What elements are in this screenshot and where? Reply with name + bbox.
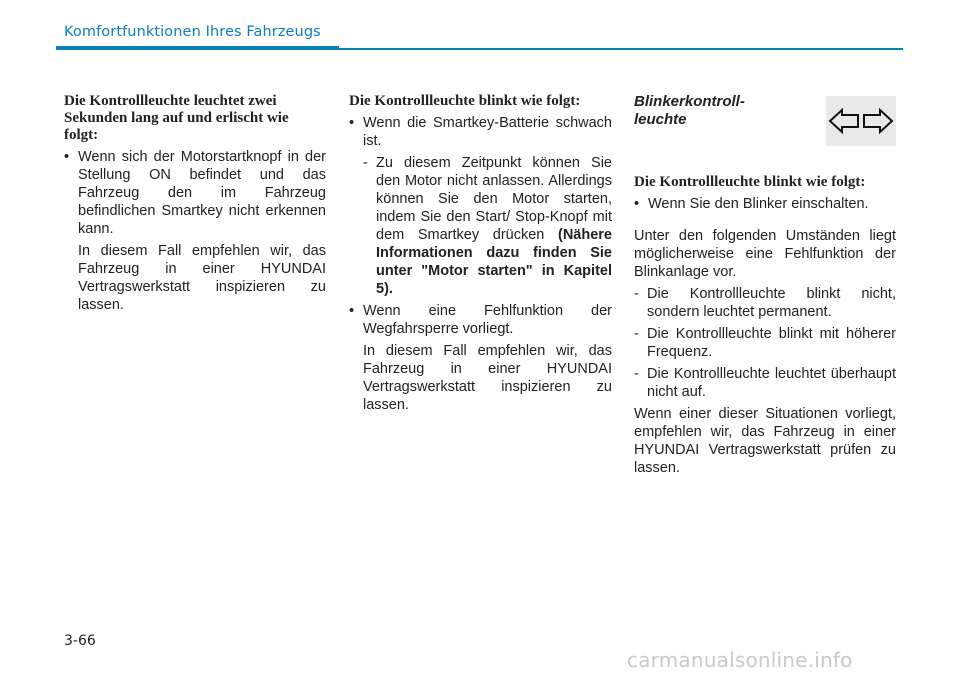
dash-mark: - <box>634 326 639 342</box>
header-rule <box>339 48 903 50</box>
col2-sub-text: Zu diesem Zeitpunkt können Sie den Motor nicht anlassen. Allerdings können Sie den Motor starten, indem Sie den Start/ Stop-Knopf mit dem Smartkey drücken <box>376 155 612 243</box>
col3-dash-item <box>634 285 896 321</box>
col1-bullet-item <box>64 148 326 238</box>
column-1 <box>64 93 326 318</box>
col3-title-line2: leuchte <box>634 111 687 128</box>
bullet-mark: • <box>349 303 355 319</box>
col2-sub-item <box>349 154 612 298</box>
dash-mark: - <box>634 286 639 302</box>
col3-heading: Die Kontrollleuchte blinkt wie folgt: <box>634 174 866 190</box>
col2-bullet-item-1 <box>349 114 612 150</box>
turn-signal-icon-box <box>826 96 896 146</box>
col3-title <box>634 93 784 129</box>
column-2 <box>349 93 612 418</box>
col3-dash-text: Die Kontrollleuchte blinkt nicht, sondern leuchtet permanent. <box>647 286 896 320</box>
col2-heading: Die Kontrollleuchte blinkt wie folgt: <box>349 93 581 109</box>
col1-bullet-text: Wenn sich der Motorstartknopf in der Stellung ON befindet und das Fahrzeug den im Fahrzeug befindlichen Smartkey nicht erkennen kann. <box>78 149 326 237</box>
section-title: Komfortfunktionen Ihres Fahrzeugs <box>64 24 321 40</box>
col3-bullet-item <box>634 195 896 213</box>
bullet-mark: • <box>634 196 640 212</box>
col3-dash-text: Die Kontrollleuchte blinkt mit höherer Frequenz. <box>647 326 896 360</box>
col1-followup: In diesem Fall empfehlen wir, das Fahrzeug in einer HYUNDAI Vertragswerkstatt inspizieren zu lassen. <box>78 243 326 313</box>
turn-signal-arrows-icon <box>826 96 896 146</box>
header-rule-accent <box>56 46 339 50</box>
col3-dash-text: Die Kontrollleuchte leuchtet überhaupt nicht auf. <box>647 366 896 400</box>
col2-sub-bold: (Nähere Informationen dazu finden Sie unter "Motor starten" in Kapitel 5). <box>376 227 612 297</box>
col2-bullet1-text: Wenn die Smartkey-Batterie schwach ist. <box>363 115 612 149</box>
bullet-mark: • <box>349 115 355 131</box>
col3-bullet-text: Wenn Sie den Blinker einschalten. <box>648 196 869 212</box>
col2-bullet-item-2 <box>349 302 612 338</box>
col1-heading: Die Kontrollleuchte leuchtet zwei Sekunden lang auf und erlischt wie folgt: <box>64 93 289 143</box>
dash-mark: - <box>634 366 639 382</box>
page-number: 3-66 <box>64 633 96 649</box>
column-3 <box>634 93 896 481</box>
col3-dash-item <box>634 325 896 361</box>
col3-closing: Wenn einer dieser Situationen vorliegt, empfehlen wir, das Fahrzeug in einer HYUNDAI Vertragswerkstatt prüfen zu lassen. <box>634 406 896 476</box>
col3-intro: Unter den folgenden Umständen liegt möglicherweise eine Fehlfunktion der Blinkanlage vor. <box>634 228 896 280</box>
col2-bullet2-text: Wenn eine Fehlfunktion der Wegfahrsperre vorliegt. <box>363 303 612 337</box>
dash-mark: - <box>363 155 368 171</box>
col2-followup: In diesem Fall empfehlen wir, das Fahrzeug in einer HYUNDAI Vertragswerkstatt inspizieren zu lassen. <box>363 343 612 413</box>
bullet-mark: • <box>64 149 70 165</box>
col3-dash-item <box>634 365 896 401</box>
col3-title-line1: Blinkerkontroll- <box>634 93 745 110</box>
watermark: carmanualsonline.info <box>627 648 853 672</box>
